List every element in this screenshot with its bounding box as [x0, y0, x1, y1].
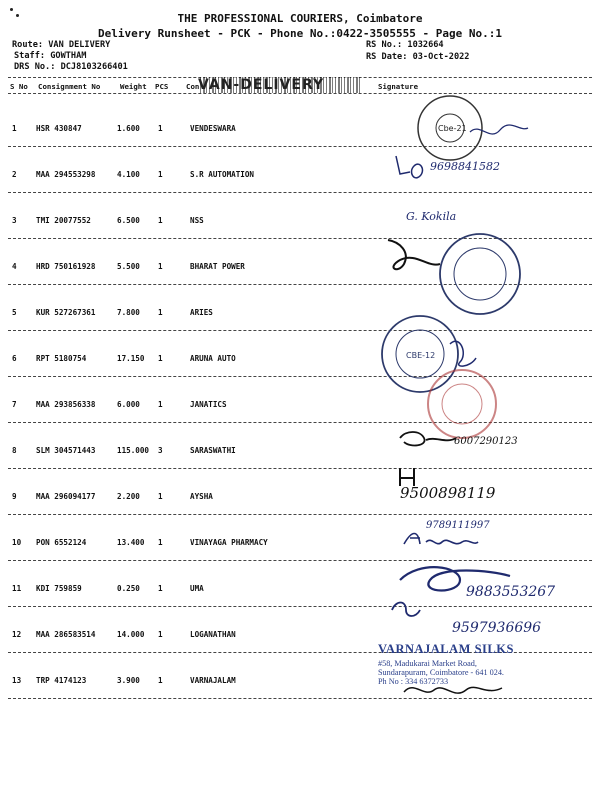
cell-consignee: UMA	[190, 584, 204, 593]
cell-consignee: JANATICS	[190, 400, 227, 409]
cell-sno: 8	[12, 446, 17, 455]
handwritten-phone: 9883553267	[466, 584, 556, 600]
stamp-phone-line: Ph No : 334 6372733	[378, 677, 449, 686]
cell-weight: 4.100	[117, 170, 140, 179]
cell-sno: 11	[12, 584, 22, 593]
cell-consignment-no: KUR 527267361	[36, 308, 96, 317]
round-stamp-icon	[428, 370, 496, 438]
cell-weight: 2.200	[117, 492, 140, 501]
cell-pcs: 1	[158, 630, 163, 639]
cell-weight: 3.900	[117, 676, 140, 685]
col-pcs-header: PCS	[155, 82, 169, 91]
cell-consignment-no: KDI 759859	[36, 584, 82, 593]
cell-pcs: 1	[158, 676, 163, 685]
stamp-center-text: Cbe-21	[438, 124, 467, 133]
cell-weight: 7.800	[117, 308, 140, 317]
cell-weight: 6.500	[117, 216, 140, 225]
cell-weight: 14.000	[117, 630, 145, 639]
cell-consignment-no: TMI 20077552	[36, 216, 91, 225]
signature-stroke	[396, 156, 422, 178]
handwritten-phone: 9789111997	[426, 520, 490, 531]
cell-pcs: 1	[158, 538, 163, 547]
col-sno-header: S No	[10, 82, 28, 91]
signature-stroke	[388, 240, 440, 269]
company-title: THE PROFESSIONAL COURIERS, Coimbatore	[177, 12, 423, 25]
cell-weight: 0.250	[117, 584, 140, 593]
signature-stamp-layer	[370, 92, 600, 652]
handwritten-name: G. Kokila	[406, 210, 457, 223]
signature-stroke-footer	[400, 678, 540, 698]
cell-pcs: 1	[158, 400, 163, 409]
col-consignee-header: Con	[186, 82, 200, 91]
cell-sno: 6	[12, 354, 17, 363]
cell-weight: 17.150	[117, 354, 145, 363]
round-stamp-icon	[382, 316, 458, 392]
cell-pcs: 1	[158, 124, 163, 133]
cell-consignee: NSS	[190, 216, 204, 225]
round-stamp-icon	[418, 96, 482, 160]
cell-sno: 4	[12, 262, 17, 271]
handwritten-phone: 6007290123	[454, 436, 518, 447]
handwritten-phone: 9597936696	[452, 620, 542, 636]
stamp-center-text: CBE-12	[406, 351, 436, 360]
col-signature-header: Signature	[378, 82, 419, 91]
cell-consignment-no: MAA 296094177	[36, 492, 96, 501]
cell-consignee: AYSHA	[190, 492, 213, 501]
cell-pcs: 1	[158, 584, 163, 593]
cell-consignment-no: HRD 750161928	[36, 262, 96, 271]
cell-consignee: SARASWATHI	[190, 446, 236, 455]
van-delivery-stamp: VAN-DELIVERY	[198, 77, 325, 93]
cell-weight: 1.600	[117, 124, 140, 133]
runsheet-subtitle: Delivery Runsheet - PCK - Phone No.:0422-3505555 - Page No.:1	[98, 27, 502, 40]
cell-pcs: 1	[158, 492, 163, 501]
round-stamp-icon	[440, 234, 520, 314]
cell-weight: 115.000	[117, 446, 150, 455]
cell-pcs: 1	[158, 216, 163, 225]
stamp-address-line: #58, Madukarai Market Road,	[378, 659, 477, 668]
cell-sno: 12	[12, 630, 22, 639]
cell-weight: 6.000	[117, 400, 140, 409]
scan-speck	[16, 14, 19, 17]
cell-pcs: 1	[158, 308, 163, 317]
handwritten-phone: 9500898119	[400, 484, 496, 502]
cell-sno: 2	[12, 170, 17, 179]
staff-label: Staff: GOWTHAM	[14, 51, 87, 61]
cell-consignment-no: HSR 430847	[36, 124, 82, 133]
stamp-address-line: Sundarapuram, Coimbatore - 641 024.	[378, 668, 504, 677]
col-consignment-header: Consignment No	[38, 82, 101, 91]
rs-number: RS No.: 1032664	[366, 40, 444, 50]
cell-sno: 3	[12, 216, 17, 225]
stamp-company-name: VARNAJALAM SILKS	[378, 642, 514, 656]
cell-consignment-no: PON 6552124	[36, 538, 87, 547]
cell-sno: 1	[12, 124, 17, 133]
cell-consignment-no: TRP 4174123	[36, 676, 87, 685]
rs-date: RS Date: 03-Oct-2022	[366, 52, 470, 62]
cell-pcs: 3	[158, 446, 163, 455]
cell-sno: 10	[12, 538, 22, 547]
scan-speck	[10, 8, 13, 11]
cell-consignee: VINAYAGA PHARMACY	[190, 538, 268, 547]
signature-stroke	[470, 125, 528, 134]
handwritten-phone: 9698841582	[430, 160, 500, 173]
cell-consignment-no: SLM 304571443	[36, 446, 96, 455]
signature-stroke	[392, 603, 420, 617]
cell-consignment-no: RPT 5180754	[36, 354, 87, 363]
drs-number: DRS No.: DCJ8103266401	[14, 62, 128, 72]
cell-consignment-no: MAA 286583514	[36, 630, 96, 639]
cell-pcs: 1	[158, 262, 163, 271]
row-divider	[8, 698, 592, 699]
cell-consignee: VENDESWARA	[190, 124, 236, 133]
cell-consignee: VARNAJALAM	[190, 676, 236, 685]
cell-consignee: BHARAT POWER	[190, 262, 245, 271]
cell-sno: 5	[12, 308, 17, 317]
cell-consignee: LOGANATHAN	[190, 630, 236, 639]
cell-weight: 5.500	[117, 262, 140, 271]
signature-stroke	[450, 341, 476, 366]
cell-sno: 9	[12, 492, 17, 501]
col-weight-header: Weight	[120, 82, 147, 91]
cell-pcs: 1	[158, 354, 163, 363]
cell-consignee: ARIES	[190, 308, 213, 317]
signature-stroke	[404, 534, 478, 545]
cell-consignment-no: MAA 293856338	[36, 400, 96, 409]
cell-consignment-no: MAA 294553298	[36, 170, 96, 179]
cell-weight: 13.400	[117, 538, 145, 547]
cell-consignee: S.R AUTOMATION	[190, 170, 255, 179]
cell-consignee: ARUNA AUTO	[190, 354, 236, 363]
cell-sno: 13	[12, 676, 22, 685]
route-label: Route: VAN DELIVERY	[12, 40, 111, 50]
cell-sno: 7	[12, 400, 17, 409]
cell-pcs: 1	[158, 170, 163, 179]
